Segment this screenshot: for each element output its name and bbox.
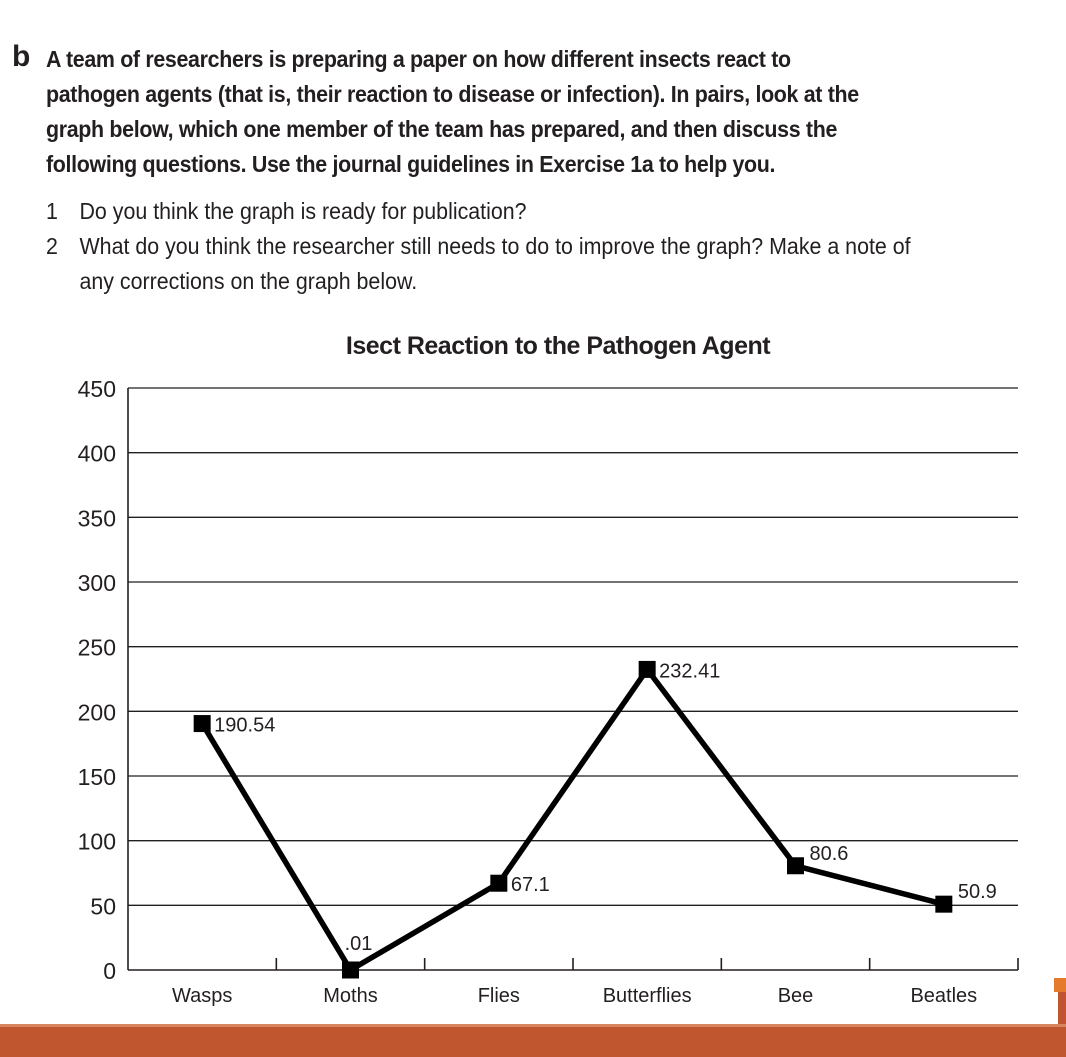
footer-bar-highlight (0, 1024, 1066, 1027)
y-tick-label: 0 (103, 958, 116, 984)
data-point-marker (490, 875, 507, 892)
data-label: 67.1 (510, 874, 550, 897)
data-point-marker (639, 661, 656, 678)
data-point-marker (935, 896, 952, 913)
x-tick-label: Bee (777, 985, 814, 1007)
exercise-letter: b (12, 40, 31, 73)
data-labels (214, 660, 997, 955)
slide-corner-accent (1054, 978, 1066, 992)
data-label: 80.6 (809, 842, 849, 865)
data-label: 232.41 (659, 660, 721, 683)
y-tick-label: 100 (77, 828, 116, 855)
data-point-marker (787, 857, 804, 874)
data-label: 190.54 (214, 714, 276, 737)
y-tick-label: 450 (77, 376, 116, 402)
y-tick-label: 400 (77, 440, 116, 467)
y-tick-label: 200 (77, 699, 116, 726)
slide-corner-accent (1058, 992, 1066, 1024)
gridlines (128, 388, 1018, 905)
data-label: .01 (344, 932, 373, 955)
x-tick-label: Butterflies (602, 985, 692, 1007)
series-line (202, 669, 944, 970)
x-tick-label: Flies (477, 985, 520, 1007)
x-tick-label: Beatles (910, 985, 978, 1007)
data-point-marker (194, 715, 211, 732)
x-tick-label: Wasps (171, 985, 233, 1007)
exercise-intro: A team of researchers is preparing a paper on how different insects react to pathogen agents (that is, their reaction to disease or infection). In pairs, look at the graph below, which one member of the team has prepared, and then discuss the following questions. Use the journal guidelines in Exercise 1a to help you. (46, 46, 859, 177)
data-label: 50.9 (957, 881, 997, 904)
question-text: Do you think the graph is ready for publication? (79, 198, 527, 224)
y-tick-label: 350 (77, 505, 116, 532)
slide-footer-bar (0, 1024, 1066, 1057)
x-axis (128, 958, 1018, 1007)
question-text: What do you think the researcher still needs to do to improve the graph? Make a note of any corrections on the graph below. (79, 233, 911, 294)
data-point-marker (342, 961, 359, 978)
y-tick-label: 250 (77, 634, 116, 661)
question-number: 2 (46, 233, 58, 259)
question-number: 1 (46, 198, 58, 224)
x-tick-label: Moths (323, 985, 378, 1007)
y-tick-label: 300 (77, 570, 116, 596)
y-axis (78, 376, 128, 984)
chart-title: Isect Reaction to the Pathogen Agent (345, 332, 771, 360)
y-tick-label: 50 (90, 893, 116, 920)
y-tick-label: 150 (77, 764, 116, 790)
data-series (194, 661, 953, 979)
